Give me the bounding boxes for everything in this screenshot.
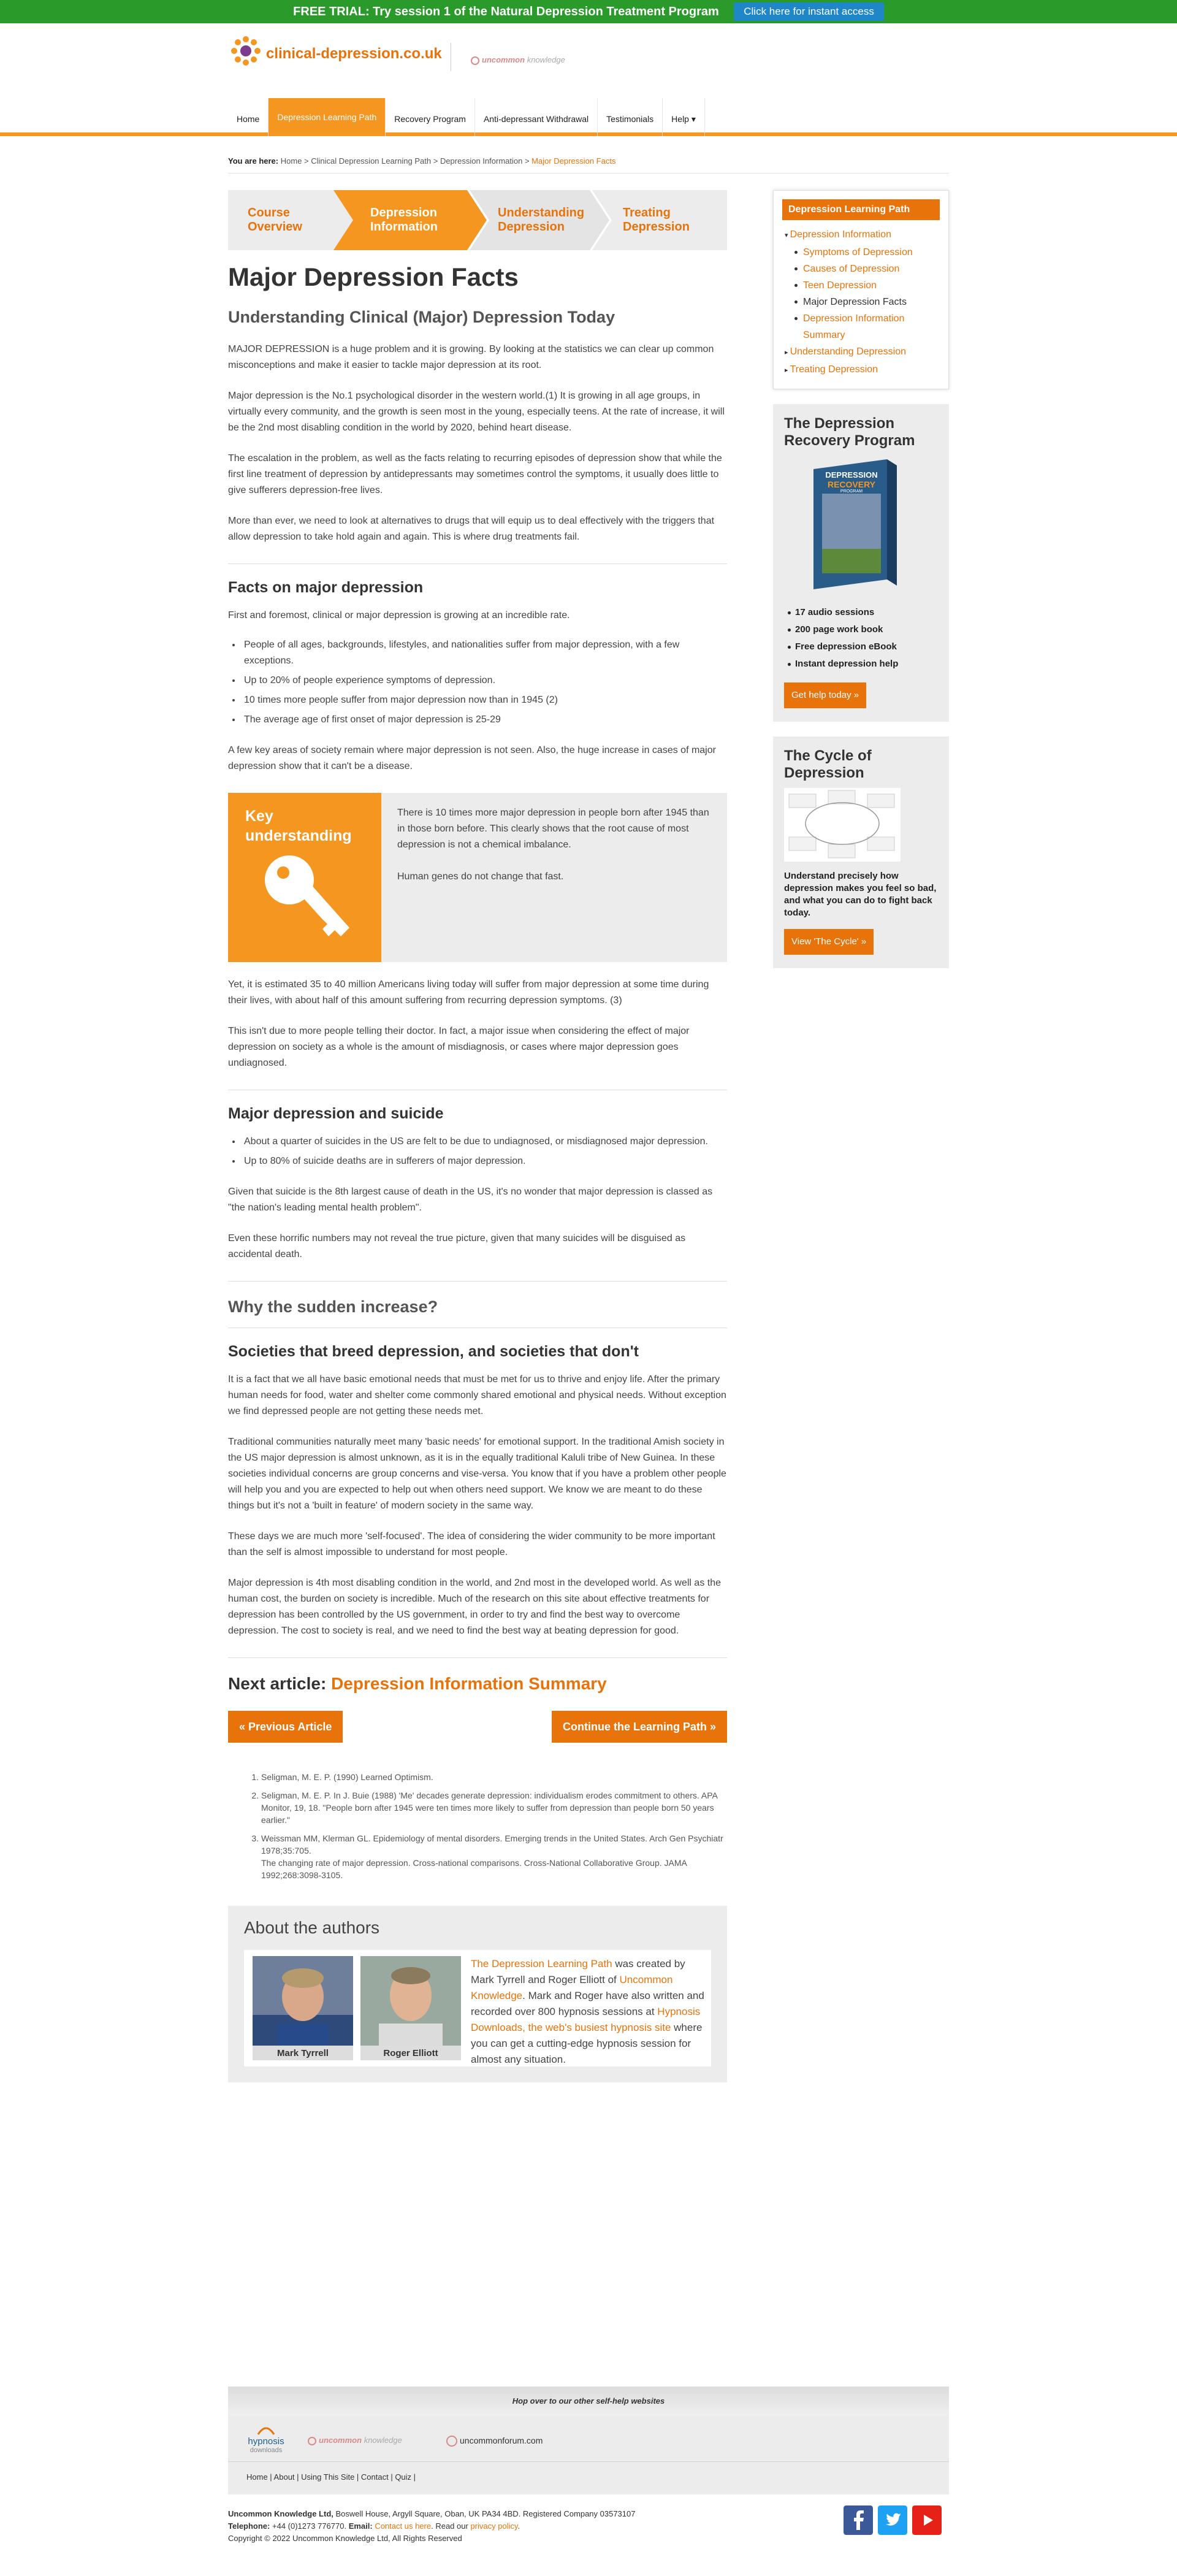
- why-heading: Why the sudden increase?: [228, 1298, 438, 1316]
- footer-legal: [228, 2508, 635, 2545]
- book-title-line: DEPRESSION: [825, 470, 878, 480]
- facts-after: A few key areas of society remain where major depression is not seen. Also, the huge increase in cases of major depression show that it can't be a disease.: [228, 745, 716, 771]
- company-address: Boswell House, Argyll Square, Oban, UK PA34 4BD. Registered Company 03573107: [333, 2509, 636, 2518]
- key-understanding-panel: [228, 793, 381, 962]
- authors-text: was created by Mark Tyrrell and Roger Elliott of: [471, 1958, 685, 1986]
- logo-text: uncommon: [319, 2436, 362, 2445]
- tel-label: Telephone:: [228, 2521, 270, 2531]
- step-line: Information: [370, 220, 438, 234]
- breadcrumb-current: Major Depression Facts: [531, 156, 616, 166]
- step-line: Depression: [370, 206, 437, 220]
- next-article: [228, 1674, 727, 1694]
- logo-text: hypnosis: [248, 2436, 284, 2447]
- list-item: Instant depression help: [788, 655, 938, 673]
- logo-text: knowledge: [364, 2436, 402, 2445]
- step-course-overview[interactable]: [248, 190, 302, 250]
- twitter-icon[interactable]: [878, 2505, 907, 2535]
- sidebar-item-causes[interactable]: [782, 261, 940, 277]
- facebook-icon[interactable]: [844, 2505, 873, 2535]
- breadcrumb-depression-info[interactable]: Depression Information: [440, 156, 523, 166]
- body-paragraph: Major depression is 4th most disabling condition in the world, and 2nd most in the developed world. As well as the human cost, the burden on society is incredible. Much of the research on this site about effective treatments for depression has been controlled by the US government, in order to try and find the best way to overcome depression. The cost to society is real, and we need to find the best way at beating depression for good.: [228, 1578, 722, 1636]
- footer: [228, 2387, 949, 2494]
- footer-hop-text: Hop over to our other self-help websites: [512, 2396, 665, 2406]
- list-item: 200 page work book: [788, 621, 938, 638]
- nav-learning-path[interactable]: Depression Learning Path: [268, 98, 385, 136]
- divider: [228, 1281, 727, 1282]
- uncommon-knowledge-footer-logo[interactable]: [308, 2436, 402, 2445]
- company-line: [228, 2508, 635, 2520]
- authors-card: [244, 1950, 711, 2066]
- step-line: Course: [248, 206, 290, 220]
- learning-path-title: Depression Learning Path: [782, 199, 940, 220]
- forum-circle-icon: [446, 2436, 457, 2447]
- cycle-of-depression-box: [773, 736, 949, 968]
- company-name: Uncommon Knowledge Ltd,: [228, 2509, 333, 2518]
- body-paragraph: Given that suicide is the 8th largest cause of death in the US, it's no wonder that major depression is classed as "the nation's leading mental health problem".: [228, 1187, 713, 1213]
- sidebar-item-label: Teen Depression: [803, 280, 877, 291]
- body-paragraph: Yet, it is estimated 35 to 40 million Americans living today will suffer from major depression at some time during their lives, with about half of this amount suffering from recurring depression symptoms. (3): [228, 979, 709, 1006]
- instant-access-button[interactable]: Click here for instant access: [734, 2, 884, 21]
- sidebar-item-symptoms[interactable]: [782, 244, 940, 261]
- sidebar-item-label: Depression Information: [790, 229, 891, 240]
- body-paragraph: These days we are much more 'self-focused'. The idea of considering the wider community to be more important than the self is almost impossible to understand for most people.: [228, 1531, 715, 1557]
- list-item: • The average age of first onset of major depression is 25-29: [242, 712, 727, 728]
- nav-antidepressant-withdrawal[interactable]: Anti-depressant Withdrawal: [474, 98, 597, 136]
- learning-path-link[interactable]: The Depression Learning Path: [471, 1958, 612, 1970]
- breadcrumb-sep: >: [431, 156, 440, 166]
- article-navigation: [228, 1711, 727, 1744]
- email-label: Email:: [348, 2521, 373, 2531]
- learning-path-list: [782, 226, 940, 379]
- breadcrumb-prefix: You are here:: [228, 156, 279, 166]
- reference-item: 1. Seligman, M. E. P. (1990) Learned Optimism.: [261, 1771, 727, 1783]
- next-article-label: Next article:: [228, 1674, 327, 1693]
- breadcrumb-sep: >: [302, 156, 311, 166]
- caret-right-icon: ▸: [785, 367, 790, 374]
- next-article-link[interactable]: Depression Information Summary: [331, 1674, 607, 1693]
- authors-text: where you can get a cutting-edge hypnosis session for almost any situation.: [471, 2022, 703, 2065]
- main-content: [228, 190, 727, 2082]
- step-line: Overview: [248, 220, 302, 234]
- sidebar-item-depression-information[interactable]: [782, 226, 940, 244]
- breadcrumb-learning-path[interactable]: Clinical Depression Learning Path: [311, 156, 432, 166]
- reference-text: 3. Weissman MM, Klerman GL. Epidemiology of mental disorders. Emerging trends in the United States. Arch Gen Psychiatr 1978;35:705.: [261, 1833, 723, 1856]
- caret-right-icon: ▸: [785, 349, 790, 356]
- list-item: 17 audio sessions: [788, 604, 938, 621]
- suicide-list: [242, 1134, 727, 1169]
- divider: [228, 2461, 949, 2462]
- cycle-title: The Cycle of Depression: [784, 747, 872, 781]
- sidebar-item-treating[interactable]: [782, 361, 940, 379]
- sidebar-item-label: Causes of Depression: [803, 264, 900, 274]
- sidebar-item-understanding[interactable]: [782, 343, 940, 361]
- sunburst-logo-icon[interactable]: [229, 34, 262, 67]
- privacy-policy-link[interactable]: privacy policy: [470, 2521, 518, 2531]
- recovery-program-box-art-icon[interactable]: [795, 457, 905, 598]
- uk-logo-word2: knowledge: [527, 55, 565, 64]
- continue-learning-path-button[interactable]: Continue the Learning Path »: [552, 1711, 727, 1743]
- facts-list: [242, 637, 727, 728]
- uncommon-knowledge-link[interactable]: Uncommon Knowledge: [471, 1974, 673, 2001]
- tel-number: +44 (0)1273 776770.: [270, 2521, 349, 2531]
- cycle-description: Understand precisely how depression makes you feel so bad, and what you can do to fight back today.: [784, 871, 937, 918]
- reference-text: The changing rate of major depression. Cross-national comparisons. Cross-National Collaborative Group. JAMA 1992;268:3098-3105.: [261, 1858, 687, 1880]
- uk-circle-icon: [308, 2437, 316, 2445]
- page-subtitle: Understanding Clinical (Major) Depression Today: [228, 308, 615, 326]
- sidebar-item-summary[interactable]: [782, 310, 940, 343]
- list-item: • Up to 20% of people experience symptoms of depression.: [242, 673, 727, 689]
- get-help-today-button[interactable]: Get help today »: [784, 682, 866, 708]
- nav-testimonials[interactable]: Testimonials: [597, 98, 662, 136]
- caret-down-icon: ▾: [785, 232, 790, 239]
- page-title: Major Depression Facts: [228, 262, 519, 291]
- about-authors: [228, 1906, 727, 2082]
- divider: [228, 1657, 727, 1658]
- authors-description: [471, 1956, 710, 2068]
- sidebar: [773, 190, 949, 968]
- intro-paragraph: Major depression is the No.1 psychological disorder in the western world.(1) It is growing in all age groups, in virtually every community, and the growth is seen most in the young, especially teens. At the rate of increase, it will be the 2nd most disabling condition in the world by 2020, behind heart disease.: [228, 391, 725, 433]
- author-name: Mark Tyrrell: [277, 2048, 329, 2058]
- body-paragraph: Traditional communities naturally meet many 'basic needs' for emotional support. In the traditional Amish society in the US major depression is almost unknown, as it is in the equally traditional Kaluli tribe of New Guinea. In these societies individual concerns are group concerns and vise-versa. You know that if you have a problem other people will help you and you are expected to help out when others need support. We know we are meant to do these things but it's not a 'built in feature' of modern society in the same way.: [228, 1437, 726, 1511]
- hypnosis-downloads-link[interactable]: Hypnosis Downloads, the web's busiest hypnosis site: [471, 2006, 701, 2033]
- hypnosis-swirl-icon: [257, 2426, 275, 2436]
- uncommon-forum-logo[interactable]: [446, 2436, 543, 2447]
- free-trial-banner[interactable]: [0, 0, 1177, 23]
- site-header: [228, 31, 949, 92]
- list-item: Free depression eBook: [788, 638, 938, 655]
- breadcrumb-home[interactable]: Home: [280, 156, 302, 166]
- reference-item: [261, 1832, 727, 1881]
- sidebar-item-label: Major Depression Facts: [803, 297, 907, 307]
- reference-item: 2. Seligman, M. E. P. In J. Buie (1988) 'Me' decades generate depression: individualism erodes commitment to others. APA Monitor, 19, 18. "People born after 1945 were ten times more likely to suffer from depression than people born 50 years earlier.": [261, 1789, 727, 1826]
- uk-logo-word1: uncommon: [482, 55, 525, 64]
- step-line: Depression: [623, 220, 690, 234]
- banner-text: FREE TRIAL: Try session 1 of the Natural Depression Treatment Program: [293, 5, 719, 18]
- author-photo-mark: [253, 1956, 353, 2060]
- key-understanding-title: [245, 806, 352, 846]
- view-the-cycle-button[interactable]: View 'The Cycle' »: [784, 929, 874, 955]
- key-icon: [260, 852, 352, 950]
- book-title-line: PROGRAM: [840, 489, 863, 494]
- intro-paragraph: The escalation in the problem, as well as the facts relating to recurring episodes of depression show that while the first line treatment of depression by antidepressants may sometimes control the symptoms, it usually does little to give sufferers depression-free lives.: [228, 453, 722, 495]
- facts-heading: Facts on major depression: [228, 579, 424, 596]
- list-item: • 10 times more people suffer from major depression now than in 1945 (2): [242, 692, 727, 708]
- body-paragraph: It is a fact that we all have basic emotional needs that must be met for us to thrive and enjoy life. After the primary human needs for food, water and shelter come commonly shared emotional and physical needs. Without exception we find depressed people are not getting these needs met.: [228, 1374, 726, 1416]
- book-title-line: RECOVERY: [827, 480, 876, 489]
- step-line: Understanding: [498, 206, 585, 220]
- key-paragraph: There is 10 times more major depression in people born after 1945 than in those born before. This clearly shows that the root cause of most depression is not a chemical imbalance.: [397, 808, 709, 850]
- body-paragraph: Even these horrific numbers may not reveal the true picture, given that many suicides will be disguised as accidental death.: [228, 1233, 686, 1259]
- list-item: • People of all ages, backgrounds, lifestyles, and nationalities suffer from major depression, with a few exceptions.: [242, 637, 727, 669]
- contact-line: [228, 2520, 635, 2532]
- learning-path-menu: [773, 190, 949, 389]
- copyright: Copyright © 2022 Uncommon Knowledge Ltd, All Rights Reserved: [228, 2534, 462, 2543]
- sidebar-item-label: Depression Information Summary: [803, 313, 905, 340]
- recovery-program-title: The Depression Recovery Program: [784, 415, 915, 449]
- logo-text: uncommonforum.com: [460, 2436, 543, 2445]
- breadcrumb-sep: >: [522, 156, 532, 166]
- recovery-program-box: [773, 404, 949, 722]
- step-understanding-depression[interactable]: [498, 190, 584, 250]
- sidebar-item-label: Treating Depression: [790, 364, 878, 375]
- divider: [228, 173, 949, 174]
- site-logo-text[interactable]: clinical-depression.co.uk: [266, 45, 442, 62]
- body-paragraph: This isn't due to more people telling their doctor. In fact, a major issue when considering the effect of major depression on society as a whole is the amount of misdiagnosis, or cases where major depression goes undiagnosed.: [228, 1026, 690, 1068]
- key-paragraph: Human genes do not change that fast.: [397, 871, 564, 882]
- previous-article-button[interactable]: « Previous Article: [228, 1711, 343, 1743]
- author-photo-roger: [360, 1956, 461, 2060]
- nav-home[interactable]: Home: [237, 114, 260, 124]
- learning-path-steps: [228, 190, 727, 250]
- key-understanding-box: [228, 793, 727, 962]
- step-treating-depression[interactable]: [623, 190, 690, 250]
- key-title-line: Key: [245, 808, 273, 825]
- policy-text: . Read our: [431, 2521, 471, 2531]
- mark-tyrrell-photo-icon: [253, 1956, 353, 2046]
- roger-elliott-photo-icon: [360, 1956, 461, 2046]
- step-line: Depression: [498, 220, 565, 234]
- sidebar-item-major-facts: [782, 294, 940, 310]
- footer-links[interactable]: Home | About | Using This Site | Contact | Quiz |: [246, 2472, 416, 2482]
- contact-us-link[interactable]: Contact us here: [375, 2521, 432, 2531]
- list-item: • About a quarter of suicides in the US are felt to be due to undiagnosed, or misdiagnosed major depression.: [242, 1134, 727, 1150]
- author-name: Roger Elliott: [383, 2048, 438, 2058]
- cycle-diagram-icon[interactable]: [784, 788, 901, 862]
- step-depression-information[interactable]: [370, 190, 438, 250]
- authors-text: . Mark and Roger have also written and recorded over 800 hypnosis sessions at: [471, 1990, 704, 2017]
- hypnosis-downloads-logo[interactable]: [242, 2426, 291, 2455]
- intro-paragraph: More than ever, we need to look at alternatives to drugs that will equip us to deal effectively with the triggers that allow depression to take hold again and again. This is where drug treatments fail.: [228, 516, 715, 542]
- policy-text: .: [517, 2521, 520, 2531]
- nav-recovery-program[interactable]: Recovery Program: [385, 98, 474, 136]
- intro-paragraph: MAJOR DEPRESSION is a huge problem and it is growing. By looking at the statistics we can clear up common misconceptions and make it easier to tackle major depression at its root.: [228, 344, 714, 370]
- references-list: [261, 1771, 727, 1881]
- authors-heading: About the authors: [244, 1918, 380, 1937]
- key-understanding-text: [397, 805, 710, 885]
- recovery-program-features: [788, 604, 938, 673]
- suicide-heading: Major depression and suicide: [228, 1105, 444, 1122]
- uncommon-knowledge-logo[interactable]: [471, 55, 565, 65]
- logo-text: downloads: [249, 2447, 283, 2454]
- youtube-icon[interactable]: [912, 2505, 942, 2535]
- societies-heading: Societies that breed depression, and societies that don't: [228, 1343, 639, 1360]
- nav-help-menu[interactable]: Help ▾: [662, 98, 705, 136]
- main-nav: [0, 98, 1177, 136]
- key-title-line: understanding: [245, 827, 352, 844]
- sidebar-item-label: Understanding Depression: [790, 346, 907, 357]
- sidebar-item-teen[interactable]: [782, 277, 940, 294]
- step-line: Treating: [623, 206, 671, 220]
- facts-intro: First and foremost, clinical or major depression is growing at an incredible rate.: [228, 610, 570, 621]
- breadcrumb: [228, 156, 615, 166]
- list-item: • Up to 80% of suicide deaths are in sufferers of major depression.: [242, 1153, 727, 1169]
- uk-circle-icon: [471, 56, 479, 65]
- sidebar-item-label: Symptoms of Depression: [803, 247, 913, 258]
